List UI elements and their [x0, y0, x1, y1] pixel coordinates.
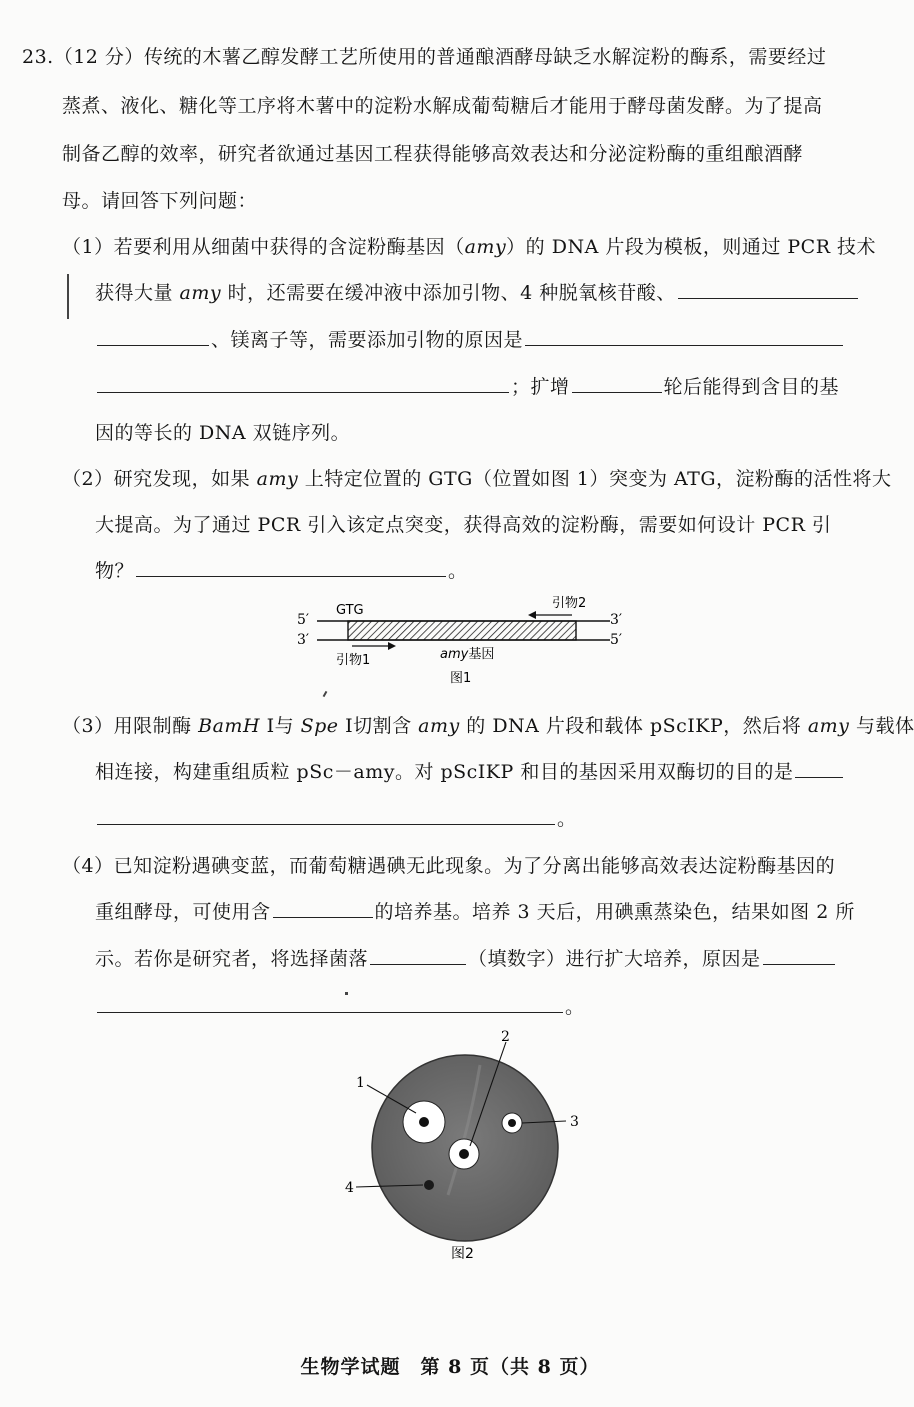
enzyme-name: BamH: [198, 715, 261, 737]
colony-2: [459, 1149, 469, 1159]
answer-blank[interactable]: [525, 344, 843, 346]
text: Ⅰ与: [260, 715, 301, 737]
text: 上特定位置的 GTG（位置如图 1）突变为 ATG，淀粉酶的活性将大: [298, 468, 892, 490]
label-3: 3: [570, 1114, 579, 1130]
part3-line-2: [95, 757, 845, 784]
question-intro-line-2: 蒸煮、液化、糖化等工序将木薯中的淀粉水解成葡萄糖后才能用于酵母菌发酵。为了提高: [62, 95, 823, 117]
part1-line-1: [62, 232, 876, 259]
primer2-arrowhead: [528, 611, 536, 619]
answer-blank[interactable]: [273, 916, 373, 918]
part3-line-3: [95, 804, 577, 831]
gene-name: amy: [807, 715, 850, 737]
gene-name: amy: [464, 236, 507, 258]
text: （3）用限制酶: [62, 715, 199, 737]
gene-name: amy: [418, 715, 460, 737]
page-footer: 生物学试题 第 8 页（共 8 页）: [300, 1356, 600, 1378]
part4-line-3: [95, 944, 837, 971]
part2-line-2: 大提高。为了通过 PCR 引入该定点突变，获得高效的淀粉酶，需要如何设计 PCR 引: [95, 514, 832, 536]
text: （1）若要利用从细菌中获得的含淀粉酶基因（: [62, 236, 465, 258]
text: 的 DNA 片段和载体 pScIKP，然后将: [459, 715, 808, 737]
fig1-bottom-left: 3′: [297, 632, 310, 648]
part1-line-3: [95, 325, 845, 352]
fig1-top-left: 5′: [297, 612, 310, 628]
margin-mark: [67, 274, 69, 319]
text: 相连接，构建重组质粒 pSc－amy。对 pScIKP 和目的基因采用双酶切的目的是: [95, 761, 794, 783]
label-2: 2: [501, 1029, 510, 1045]
gene-name: amy: [256, 468, 299, 490]
answer-blank[interactable]: [97, 391, 509, 393]
question-intro-line-4: 母。请回答下列问题：: [62, 190, 258, 212]
text: 、镁离子等，需要添加引物的原因是: [211, 329, 524, 351]
text: 的培养基。培养 3 天后，用碘熏蒸染色，结果如图 2 所: [374, 901, 855, 923]
text: （填数字）进行扩大培养，原因是: [468, 948, 761, 970]
part2-line-3: [95, 556, 468, 583]
part3-line-1: [62, 711, 914, 738]
part4-line-2: [95, 897, 855, 924]
amy-gene-region: [348, 621, 576, 640]
primer1-arrowhead: [388, 642, 396, 650]
text: 。: [448, 560, 468, 582]
text: 。: [557, 808, 577, 830]
fig1-bottom-right: 5′: [610, 632, 623, 648]
text: 重组酵母，可使用含: [95, 901, 271, 923]
fig1-gene-label: amy基因: [440, 647, 495, 662]
answer-blank[interactable]: [763, 963, 835, 965]
figure-2: [330, 1025, 590, 1265]
answer-blank[interactable]: [97, 823, 555, 825]
enzyme-name: Spe: [300, 715, 339, 737]
question-intro-line-3: 制备乙醇的效率，研究者欲通过基因工程获得能够高效表达和分泌淀粉酶的重组酿酒酵: [62, 143, 804, 165]
colony-4: [424, 1180, 434, 1190]
answer-blank[interactable]: [678, 297, 858, 299]
part1-line-2: [95, 278, 860, 305]
fig1-caption: 图1: [450, 671, 472, 686]
fig2-caption: 图2: [451, 1246, 474, 1262]
part2-line-1: [62, 464, 892, 491]
part1-line-5: 因的等长的 DNA 双链序列。: [95, 422, 351, 444]
text: 与载体: [849, 715, 914, 737]
text: （2）研究发现，如果: [62, 468, 257, 490]
answer-blank[interactable]: [136, 575, 446, 577]
answer-blank[interactable]: [97, 344, 209, 346]
colony-1: [419, 1117, 429, 1127]
figure-1: [280, 592, 640, 692]
label-4: 4: [345, 1180, 354, 1196]
text: 物？: [95, 560, 135, 582]
gene-name: amy: [179, 282, 222, 304]
text: ）的 DNA 片段为模板，则通过 PCR 技术: [506, 236, 877, 258]
text: 示。若你是研究者，将选择菌落: [95, 948, 369, 970]
answer-blank[interactable]: [97, 1011, 563, 1013]
answer-blank[interactable]: [795, 776, 843, 778]
text: ；扩增: [511, 376, 570, 398]
text: Ⅰ切割含: [338, 715, 419, 737]
text: 轮后能得到含目的基: [663, 376, 840, 398]
part4-line-4: [95, 992, 585, 1019]
label-1: 1: [356, 1075, 365, 1091]
question-intro-line-1: 23.（12 分）传统的木薯乙醇发酵工艺所使用的普通酿酒酵母缺乏水解淀粉的酶系，需要经过: [22, 46, 827, 68]
part4-line-1: （4）已知淀粉遇碘变蓝，而葡萄糖遇碘无此现象。为了分离出能够高效表达淀粉酶基因的: [62, 855, 836, 877]
fig1-top-right: 3′: [610, 612, 623, 628]
fig1-gtg: GTG: [336, 603, 364, 618]
text: 获得大量: [95, 282, 180, 304]
part1-line-4: [95, 372, 839, 399]
answer-blank[interactable]: [572, 391, 662, 393]
answer-blank[interactable]: [370, 963, 466, 965]
fig1-primer2: 引物2: [552, 596, 587, 611]
colony-3: [508, 1119, 516, 1127]
text: 时，还需要在缓冲液中添加引物、4 种脱氧核苷酸、: [221, 282, 676, 304]
fig1-primer1: 引物1: [336, 653, 371, 668]
text: 。: [565, 996, 585, 1018]
